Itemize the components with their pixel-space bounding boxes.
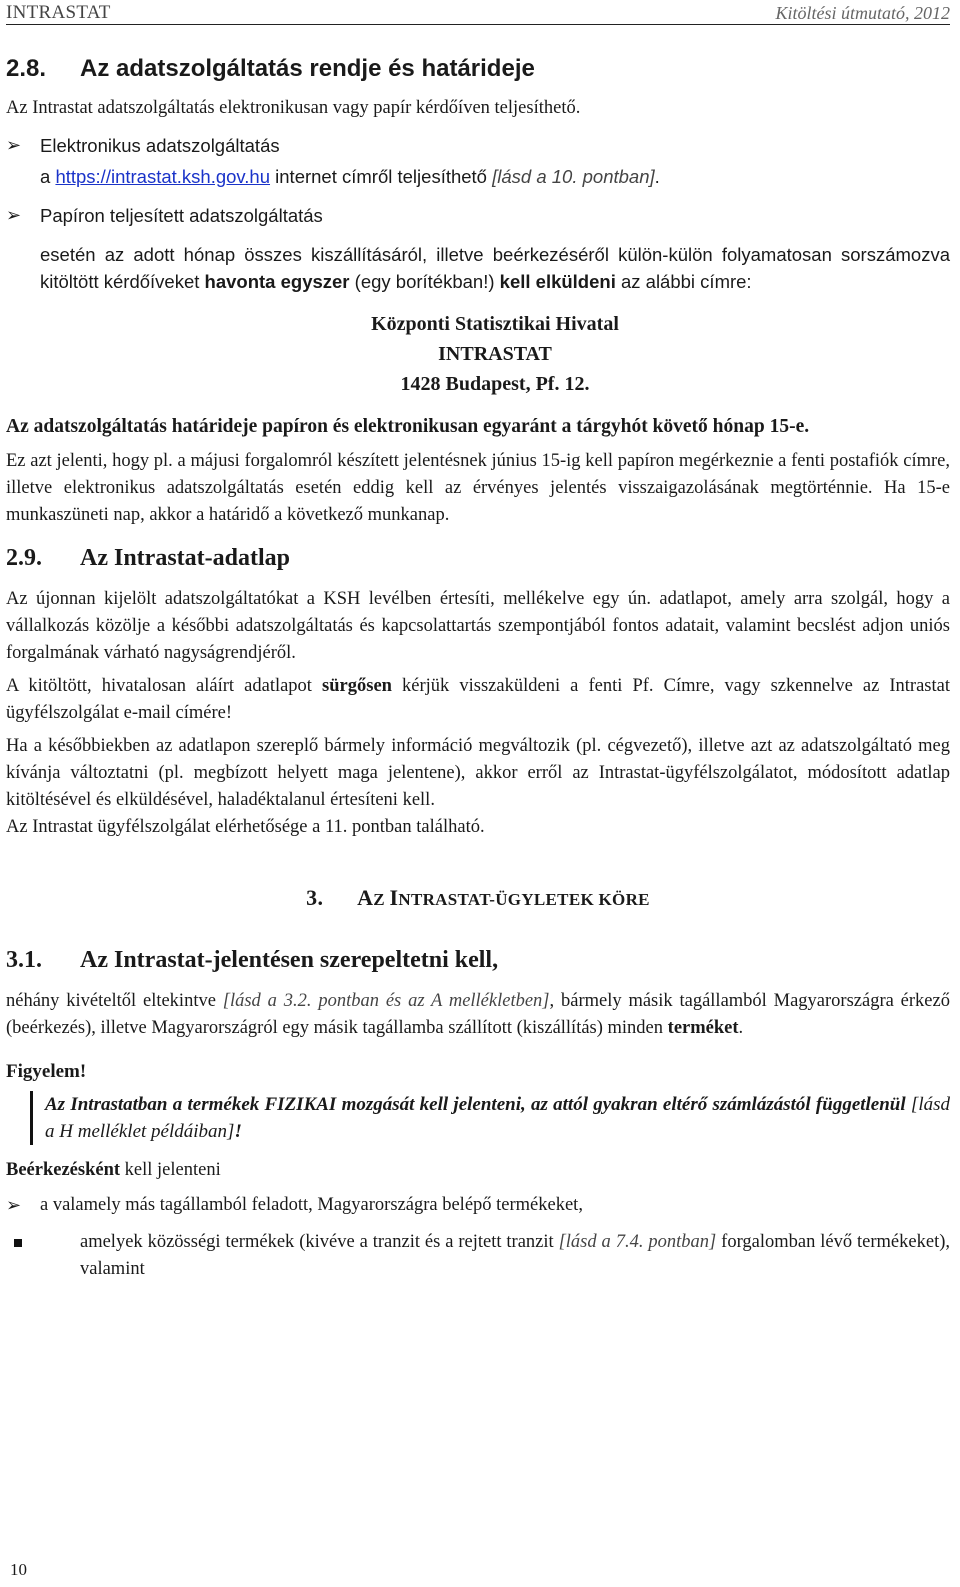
section-2-9-heading bbox=[6, 545, 950, 572]
section-title: Az adatszolgáltatás rendje és határideje bbox=[80, 55, 535, 82]
address-block bbox=[40, 309, 950, 399]
text: néhány kivételtől eltekintve bbox=[6, 991, 223, 1011]
explain-text: Ez azt jelenti, hogy pl. a májusi forgalomról készített jelentésnek június 15-ig kell papíron megérkeznie a fenti postafiók címre, illetve elektronikus adatszolgáltatás esetén eddig kell az érvényes jelentés visszaigazolásának megtörténnie. Ha 15-e munkaszüneti nap, akkor a határidő a következő munkanap. bbox=[6, 451, 950, 525]
emphasis: terméket bbox=[667, 1018, 739, 1038]
arrow-bullet-icon: ➢ bbox=[6, 135, 22, 155]
text: esetén az adott hónap összes kiszállításáról, illetve beérkezéséről külön-külön folyamatosan sorszámozva kitöltött kérdőíveket bbox=[40, 244, 950, 292]
paper-text bbox=[40, 241, 950, 295]
text: A kitöltött, hivatalosan aláírt adatlapot bbox=[6, 676, 323, 696]
bullet-text: a valamely más tagállamból feladott, Magyarországra belépő termékeket, bbox=[40, 1195, 583, 1215]
bullet-electronic bbox=[6, 132, 950, 159]
arrival-bullet bbox=[6, 1192, 950, 1219]
text: internet címről teljesíthető bbox=[270, 166, 493, 187]
emphasis: sürgősen bbox=[322, 676, 392, 696]
arrival-intro bbox=[6, 1157, 950, 1184]
reference: [lásd a 7.4. pontban] bbox=[558, 1232, 717, 1252]
sub-bullet bbox=[6, 1229, 950, 1283]
text: ! bbox=[234, 1121, 242, 1142]
electronic-text bbox=[40, 163, 950, 190]
text: forgalomban lévő termékeket), valamint bbox=[80, 1232, 950, 1279]
section-title: Az Intrastat-jelentésen szerepeltetni kell, bbox=[80, 947, 499, 973]
address-line: INTRASTAT bbox=[438, 343, 552, 365]
section-number: 2.9. bbox=[6, 545, 42, 571]
text: NTRASTAT-ÜGYLETEK KÖRE bbox=[398, 890, 650, 909]
section-number: 3.1. bbox=[6, 947, 42, 973]
emphasis: kell elküldeni bbox=[499, 271, 616, 292]
adatlap-paragraph-2 bbox=[6, 673, 950, 727]
page-header bbox=[6, 0, 950, 25]
emphasis: havonta egyszer bbox=[204, 271, 350, 292]
text: Z bbox=[373, 890, 390, 909]
section-number: 2.8. bbox=[6, 55, 47, 82]
warning-title: Figyelem! bbox=[6, 1061, 87, 1082]
text: A bbox=[357, 885, 374, 910]
intro-paragraph: Az Intrastat adatszolgáltatás elektronikusan vagy papír kérdőíven teljesíthető. bbox=[6, 98, 581, 118]
text: . bbox=[738, 1018, 744, 1038]
chapter-3-heading bbox=[6, 885, 950, 911]
address-line: Központi Statisztikai Hivatal bbox=[371, 313, 619, 335]
bullet-title: Elektronikus adatszolgáltatás bbox=[40, 135, 280, 156]
reference: [lásd a H melléklet példáiban] bbox=[45, 1094, 950, 1142]
header-title: INTRASTAT bbox=[6, 2, 111, 23]
text: amelyek közösségi termékek (kivéve a tranzit és a rejtett tranzit bbox=[80, 1232, 559, 1252]
scope-paragraph bbox=[6, 988, 950, 1042]
warning-box bbox=[30, 1091, 950, 1145]
bullet-paper bbox=[6, 202, 950, 229]
bullet-title: Papíron teljesített adatszolgáltatás bbox=[40, 205, 323, 226]
text: a bbox=[40, 166, 56, 187]
emphasis: Beérkezésként bbox=[6, 1160, 121, 1180]
reference: [lásd a 10. pontban] bbox=[492, 166, 655, 187]
adatlap-paragraph-4: Az Intrastat ügyfélszolgálat elérhetősége a 11. pontban található. bbox=[6, 817, 485, 837]
square-bullet-icon bbox=[14, 1229, 32, 1256]
adatlap-paragraph-1: Az újonnan kijelölt adatszolgáltatókat a KSH levélben értesíti, mellékelve egy ún. adatlapot, amely arra szolgál, hogy a vállalkozás közölje a későbbi adatszolgáltatás és kapcsolattartás szempontjából fontos adatait, valamint becslést adjon uniós forgalmának várható nagyságrendjéről. bbox=[6, 589, 950, 663]
page-number: 10 bbox=[10, 1560, 27, 1579]
text: Az Intrastatban a termékek FIZIKAI mozgását kell jelenteni, az attól gyakran eltérő számlázástól függetlenül bbox=[45, 1094, 911, 1115]
section-2-8-heading bbox=[6, 55, 950, 83]
text: I bbox=[389, 885, 399, 910]
section-title: Az Intrastat-adatlap bbox=[80, 545, 290, 571]
deadline-text: Az adatszolgáltatás határideje papíron és elektronikusan egyaránt a tárgyhót követő hónap 15-e. bbox=[6, 416, 810, 437]
text: (egy borítékban!) bbox=[349, 271, 500, 292]
arrow-bullet-icon: ➢ bbox=[6, 205, 22, 225]
reference: [lásd a 3.2. pontban és az A mellékletben] bbox=[222, 991, 550, 1011]
text: . bbox=[654, 166, 660, 187]
text: , bármely másik tagállamból Magyarországra érkező (beérkezés), illetve Magyarországról egy másik tagállamba szállított (kiszállítás) minden bbox=[6, 991, 950, 1038]
text: kérjük visszaküldeni a fenti Pf. Címre, vagy szkennelve az Intrastat ügyfélszolgálat e-mail címére! bbox=[6, 676, 950, 723]
intrastat-link[interactable]: https://intrastat.ksh.gov.hu bbox=[55, 166, 271, 187]
text: kell jelenteni bbox=[120, 1160, 221, 1180]
arrow-bullet-icon: ➢ bbox=[6, 1195, 22, 1215]
sub-bullet-text bbox=[80, 1229, 950, 1283]
chapter-number: 3. bbox=[306, 885, 324, 910]
document-page bbox=[6, 0, 950, 1283]
section-3-1-heading bbox=[6, 947, 950, 974]
address-line: 1428 Budapest, Pf. 12. bbox=[400, 373, 590, 395]
text: az alábbi címre: bbox=[615, 271, 752, 292]
header-subtitle: Kitöltési útmutató, 2012 bbox=[775, 3, 950, 23]
adatlap-paragraph-3: Ha a későbbiekben az adatlapon szereplő bármely információ megváltozik (pl. cégvezető), illetve azt az adatszolgáltató meg kívánja változtatni (pl. megbízott helyett maga jelentene), akkor erről az Intrastat-ügyfélszolgálatot, módosított adatlap kitöltésével és elküldésével, haladéktalanul értesíteni kell. bbox=[6, 736, 950, 810]
